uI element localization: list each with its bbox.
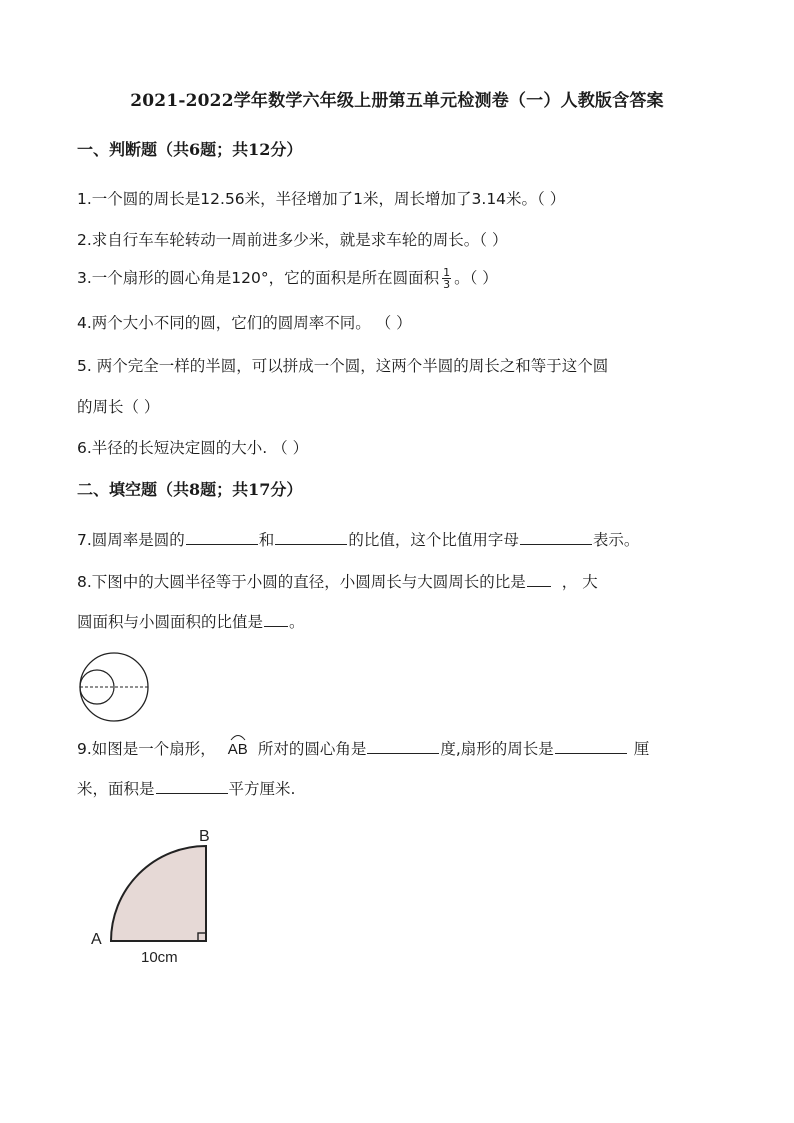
arc-hat-icon <box>230 733 246 741</box>
question-7-part-b: 和 <box>258 531 275 549</box>
question-9-part-e: 米，面积是 <box>77 780 155 798</box>
fraction-one-third <box>442 267 451 290</box>
point-b-label: B <box>199 828 210 845</box>
question-5-line-2: 的周长（ ） <box>77 398 160 416</box>
question-9-line-2 <box>77 777 295 799</box>
arc-ab-text: AB <box>227 741 248 758</box>
question-6: 6.半径的长短决定圆的大小. （ ） <box>77 439 309 457</box>
question-2: 2.求自行车车轮转动一周前进多少米，就是求车轮的周长。（ ） <box>77 231 508 249</box>
question-8-part-c: 圆面积与小圆面积的比值是 <box>77 613 264 631</box>
sector-shape <box>111 846 206 941</box>
question-8-part-a: 8.下图中的大圆半径等于小圆的直径，小圆周长与大圆周长的比是 <box>77 573 526 591</box>
fraction-numerator: 1 <box>443 266 451 279</box>
answer-blank[interactable] <box>186 530 258 545</box>
arc-ab-label <box>228 741 248 758</box>
question-7-part-c: 的比值，这个比值用字母 <box>348 531 519 549</box>
answer-blank[interactable] <box>275 530 347 545</box>
question-7 <box>77 528 639 550</box>
answer-blank[interactable] <box>527 572 551 587</box>
fraction-denominator: 3 <box>443 278 451 291</box>
sector-figure <box>86 820 236 975</box>
radius-length-label: 10cm <box>141 949 178 966</box>
question-9-part-d: 厘 <box>633 740 650 758</box>
section-heading-true-false: 一、判断题（共6题；共12分） <box>77 140 303 159</box>
question-9-line-1 <box>77 737 649 759</box>
question-5-line-1: 5. 两个完全一样的半圆，可以拼成一个圆，这两个半圆的周长之和等于这个圆 <box>77 357 609 375</box>
question-7-part-a: 7.圆周率是圆的 <box>77 531 185 549</box>
question-4: 4.两个大小不同的圆，它们的圆周率不同。 （ ） <box>77 314 412 332</box>
question-3-tail: 。（ ） <box>454 269 498 287</box>
page-title: 2021-2022学年数学六年级上册第五单元检测卷（一）人教版含答案 <box>130 91 664 111</box>
question-3-text: 3.一个扇形的圆心角是120°，它的面积是所在圆面积 <box>77 269 440 287</box>
answer-blank[interactable] <box>264 612 288 627</box>
question-9-part-b: 所对的圆心角是 <box>257 740 367 758</box>
question-9-part-a: 9.如图是一个扇形， <box>77 740 216 758</box>
question-8-part-d: 。 <box>289 613 305 631</box>
question-7-part-d: 表示。 <box>592 531 640 549</box>
question-8-line-2 <box>77 610 305 632</box>
question-3 <box>77 266 498 290</box>
answer-blank[interactable] <box>520 530 592 545</box>
point-a-label: A <box>91 931 102 948</box>
question-9-part-c: 度,扇形的周长是 <box>440 740 554 758</box>
question-8-line-1 <box>77 570 598 592</box>
circles-figure <box>76 652 156 722</box>
answer-blank[interactable] <box>156 779 228 794</box>
answer-blank[interactable] <box>555 739 627 754</box>
question-1: 1.一个圆的周长是12.56米，半径增加了1米，周长增加了3.14米。（ ） <box>77 190 566 208</box>
section-heading-fill-blank: 二、填空题（共8题；共17分） <box>77 480 303 499</box>
question-8-part-b: ， 大 <box>561 573 598 591</box>
answer-blank[interactable] <box>367 739 439 754</box>
question-9-part-f: 平方厘米. <box>228 780 296 798</box>
